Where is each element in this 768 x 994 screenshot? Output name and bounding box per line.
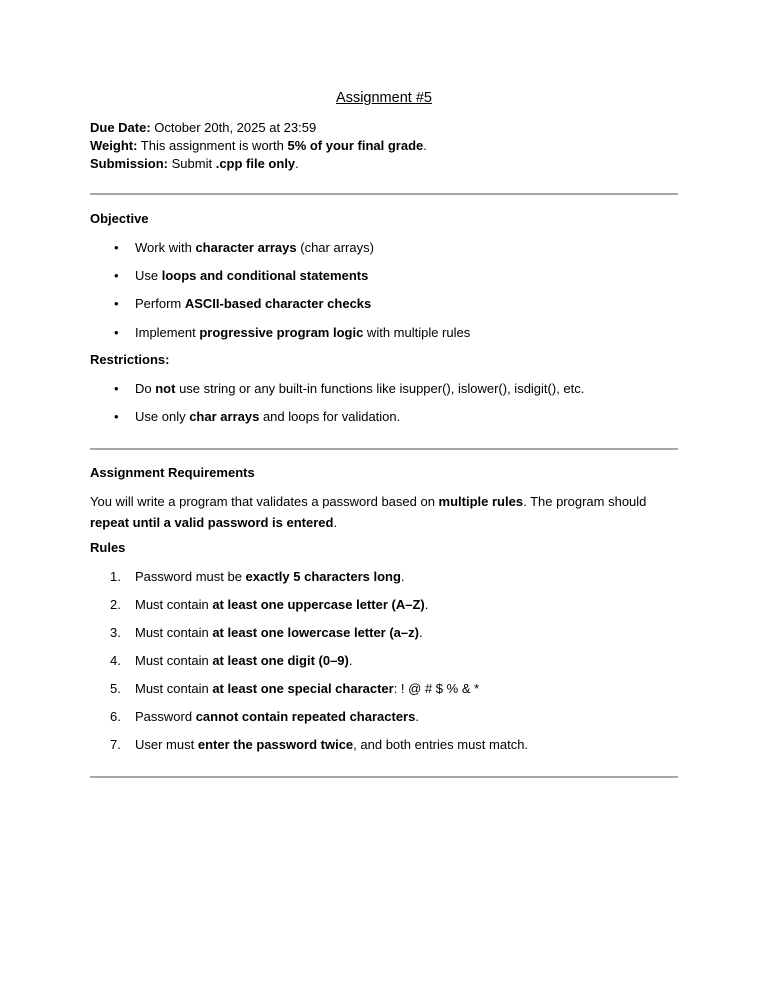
bullet-icon: • (114, 381, 119, 396)
text-run: You will write a program that validates a password based on (90, 494, 439, 509)
list-number: 4. (110, 653, 121, 668)
text-run: Implement (135, 325, 200, 340)
due-date-value: October 20th, 2025 at 23:59 (150, 120, 317, 135)
submission-line (90, 155, 427, 173)
requirements-paragraph (90, 491, 680, 533)
list-number: 2. (110, 597, 121, 612)
list-item-text (135, 325, 470, 340)
list-number: 3. (110, 625, 121, 640)
text-run: Must contain (135, 681, 213, 696)
text-run-bold: exactly 5 characters long (245, 569, 401, 584)
text-run: Must contain (135, 653, 213, 668)
submission-value: .cpp file only (215, 156, 296, 171)
restrictions-heading: Restrictions: (90, 352, 170, 367)
text-run-bold: enter the password twice (197, 737, 354, 752)
text-run-bold: at least one digit (0–9) (212, 653, 349, 668)
bullet-icon: • (114, 296, 119, 311)
list-item-text (135, 409, 400, 424)
text-run: Work with (135, 240, 196, 255)
text-run: (char arrays) (296, 240, 374, 255)
text-run: use string or any built-in functions like isupper(), islower(), isdigit(), etc. (175, 381, 585, 396)
text-run: . (418, 625, 423, 640)
text-run: Must contain (135, 597, 213, 612)
list-item-text (135, 625, 423, 640)
rules-heading: Rules (90, 540, 126, 555)
text-run: . (424, 597, 429, 612)
text-run: Password (135, 709, 196, 724)
text-run: with multiple rules (363, 325, 471, 340)
weight-text: This assignment is worth (137, 138, 288, 153)
horizontal-divider (90, 448, 678, 450)
text-run: . (348, 653, 353, 668)
requirements-heading: Assignment Requirements (90, 465, 255, 480)
submission-text: Submit (168, 156, 216, 171)
bullet-icon: • (114, 240, 119, 255)
text-run-bold: cannot contain repeated characters (195, 709, 416, 724)
weight-text-end: . (423, 138, 427, 153)
list-item-text (135, 240, 374, 255)
text-run: and loops for validation. (259, 409, 401, 424)
text-run: Password must be (135, 569, 246, 584)
text-run: Perform (135, 296, 185, 311)
list-item-text (135, 569, 405, 584)
list-item-text (135, 597, 428, 612)
text-run: : ! @ # $ % & * (393, 681, 480, 696)
bullet-icon: • (114, 409, 119, 424)
text-run: . (333, 515, 338, 530)
text-run: Use (135, 268, 162, 283)
text-run-bold: multiple rules (438, 494, 524, 509)
list-item-text (135, 296, 371, 311)
list-number: 7. (110, 737, 121, 752)
list-number: 6. (110, 709, 121, 724)
text-run: User must (135, 737, 198, 752)
text-run: Do (135, 381, 156, 396)
text-run-bold: progressive program logic (199, 325, 364, 340)
submission-text-end: . (295, 156, 299, 171)
horizontal-divider (90, 776, 678, 778)
list-item-text (135, 737, 528, 752)
list-item-text (135, 681, 479, 696)
text-run: , and both entries must match. (353, 737, 529, 752)
text-run-bold: char arrays (189, 409, 260, 424)
list-item-text (135, 381, 584, 396)
weight-value: 5% of your final grade (287, 138, 424, 153)
page-title: Assignment #5 (336, 90, 432, 106)
due-date-label: Due Date: (90, 120, 151, 135)
list-item-text (135, 268, 368, 283)
submission-label: Submission: (90, 156, 169, 171)
horizontal-divider (90, 193, 678, 195)
text-run-bold: repeat until a valid password is entered (90, 515, 334, 530)
list-number: 1. (110, 569, 121, 584)
text-run-bold: at least one special character (212, 681, 394, 696)
text-run: . (415, 709, 419, 724)
objective-heading: Objective (90, 211, 149, 226)
text-run-bold: not (155, 381, 176, 396)
list-number: 5. (110, 681, 121, 696)
bullet-icon: • (114, 268, 119, 283)
weight-line (90, 137, 427, 155)
text-run: Use only (135, 409, 190, 424)
text-run-bold: at least one lowercase letter (a–z) (212, 625, 419, 640)
bullet-icon: • (114, 325, 119, 340)
assignment-meta (90, 119, 427, 173)
text-run: Must contain (135, 625, 213, 640)
list-item-text (135, 709, 419, 724)
text-run-bold: character arrays (195, 240, 297, 255)
text-run: . The program should (523, 494, 647, 509)
due-date-line (90, 119, 427, 137)
text-run: . (400, 569, 405, 584)
text-run-bold: ASCII-based character checks (184, 296, 372, 311)
list-item-text (135, 653, 353, 668)
weight-label: Weight: (90, 138, 138, 153)
text-run-bold: loops and conditional statements (161, 268, 369, 283)
text-run-bold: at least one uppercase letter (A–Z) (212, 597, 425, 612)
